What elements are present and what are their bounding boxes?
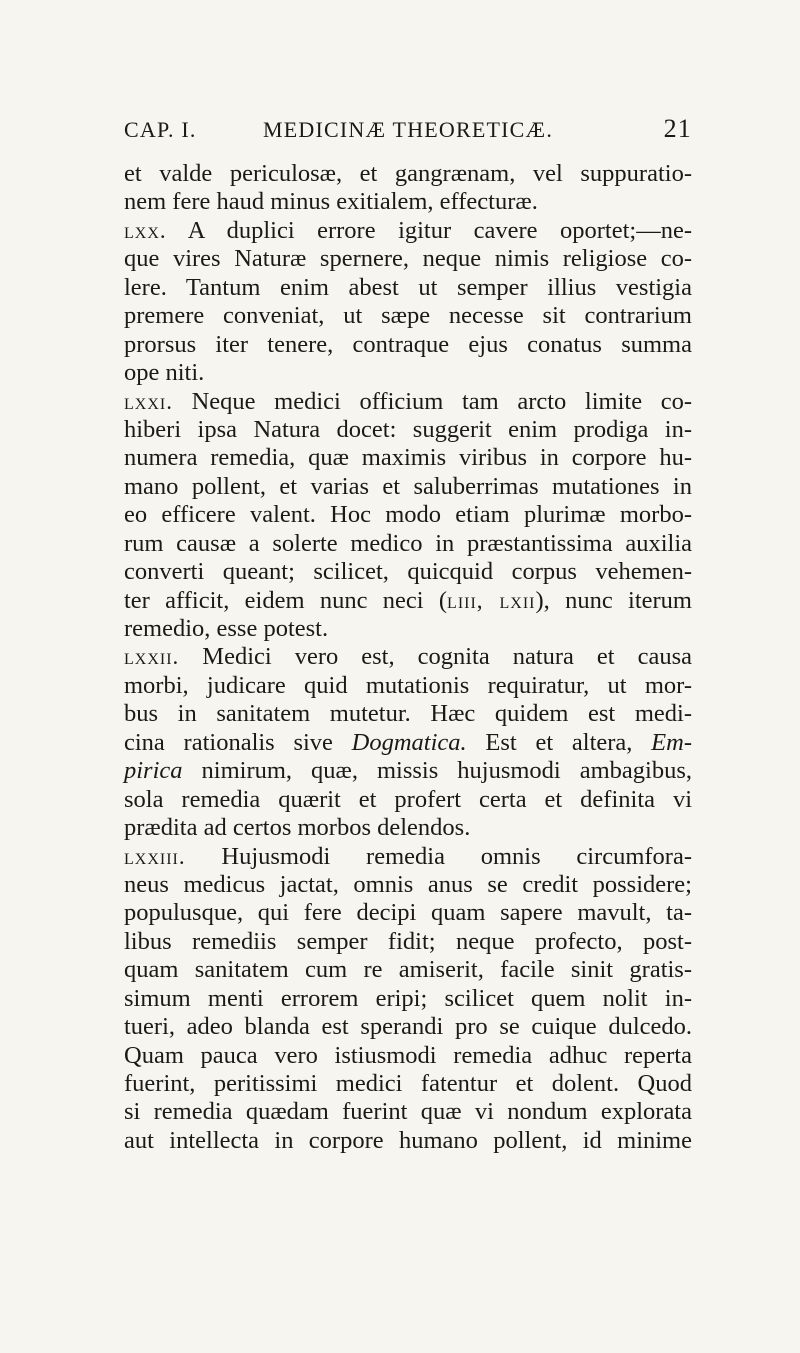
text-run: libus remediis semper fidit; neque profecto, post- <box>124 927 692 955</box>
section-number: liii, lxii <box>447 587 536 613</box>
text-line <box>124 757 692 785</box>
text-line <box>124 615 692 643</box>
text-run: prorsus iter tenere, contraque ejus conatus summa <box>124 330 692 358</box>
text-line <box>124 188 692 216</box>
text-line <box>124 274 692 302</box>
page-number: 21 <box>663 114 692 143</box>
text-run: aut intellecta in corpore humano pollent, id minime <box>124 1126 692 1154</box>
text-run: Neque medici officium tam arcto limite co- <box>172 387 692 415</box>
text-line <box>124 530 692 558</box>
text-line <box>124 871 692 899</box>
text-line <box>124 643 692 671</box>
text-run: remedio, esse potest. <box>124 615 329 642</box>
text-run: sola remedia quærit et profert certa et definita vi <box>124 785 692 813</box>
text-run: que vires Naturæ spernere, neque nimis religiose co- <box>124 245 692 273</box>
text-line <box>124 558 692 586</box>
text-run: premere conveniat, ut sæpe necesse sit contrarium <box>124 302 692 330</box>
text-run: si remedia quædam fuerint quæ vi nondum explorata <box>124 1098 692 1126</box>
text-run: ), nunc iterum <box>535 586 692 614</box>
chapter-label: CAP. I. <box>124 117 197 142</box>
section-number: lxxii. <box>124 644 180 670</box>
text-line <box>124 956 692 984</box>
text-run: mano pollent, et varias et saluberrimas mutationes in <box>124 472 692 500</box>
text-line <box>124 302 692 330</box>
text-run: ope niti. <box>124 359 205 387</box>
running-title: MEDICINÆ THEORETICÆ. <box>262 117 554 142</box>
text-line <box>124 843 692 871</box>
text-run: cina rationalis sive <box>124 728 352 756</box>
text-run: populusque, qui fere decipi quam sapere mavult, ta- <box>124 899 692 927</box>
text-line <box>124 672 692 700</box>
section-number: lxxi. <box>124 388 173 414</box>
text-line <box>124 729 692 757</box>
text-line <box>124 814 692 842</box>
text-run: nem fere haud minus exitialem, effecturæ. <box>124 188 538 216</box>
text-line <box>124 473 692 501</box>
text-run: hiberi ipsa Natura docet: suggerit enim prodiga in- <box>124 415 692 443</box>
text-run: prædita ad certos morbos delendos. <box>124 814 471 842</box>
text-line <box>124 1127 692 1155</box>
italic-term: Em- <box>651 728 692 756</box>
section-number: lxx. <box>124 217 167 243</box>
text-line <box>124 786 692 814</box>
italic-term: Dogmatica. <box>351 728 467 756</box>
text-line <box>124 331 692 359</box>
text-line <box>124 1070 692 1098</box>
text-run: neus medicus jactat, omnis anus se credit possidere; <box>124 870 692 898</box>
text-line <box>124 899 692 927</box>
text-run: morbi, judicare quid mutationis requiratur, ut mor- <box>124 671 692 699</box>
text-run: fuerint, peritissimi medici fatentur et dolent. Quod <box>124 1070 692 1097</box>
text-run: bus in sanitatem mutetur. Hæc quidem est medi- <box>124 700 692 728</box>
text-run: numera remedia, quæ maximis viribus in corpore hu- <box>124 444 692 472</box>
text-run: Quam pauca vero istiusmodi remedia adhuc reperta <box>124 1041 692 1069</box>
text-run: rum causæ a solerte medico in præstantissima auxilia <box>124 529 692 557</box>
text-line <box>124 1042 692 1070</box>
text-run: quam sanitatem cum re amiserit, facile sinit gratis- <box>124 956 692 984</box>
text-run: A duplici errore igitur cavere oportet;—ne- <box>166 216 692 244</box>
text-run: eo efficere valent. Hoc modo etiam plurimæ morbo- <box>124 501 692 529</box>
text-line <box>124 444 692 472</box>
text-run: et valde periculosæ, et gangrænam, vel suppuratio- <box>124 160 692 187</box>
text-line <box>124 359 692 387</box>
text-run: tueri, adeo blanda est sperandi pro se cuique dulcedo. <box>124 1013 692 1041</box>
section-number: lxxiii. <box>124 843 186 869</box>
text-line <box>124 700 692 728</box>
text-line <box>124 501 692 529</box>
text-line <box>124 416 692 444</box>
text-run: Medici vero est, cognita natura et causa <box>179 643 692 671</box>
text-line <box>124 217 692 245</box>
text-run: lere. Tantum enim abest ut semper illius vestigia <box>124 273 692 301</box>
text-line <box>124 1013 692 1041</box>
text-run: converti queant; scilicet, quicquid corpus vehemen- <box>124 558 692 586</box>
text-line <box>124 928 692 956</box>
text-line <box>124 388 692 416</box>
text-line <box>124 1098 692 1126</box>
text-run: simum menti errorem eripi; scilicet quem nolit in- <box>124 984 692 1012</box>
text-line <box>124 587 692 615</box>
text-run: nimirum, quæ, missis hujusmodi ambagibus, <box>182 757 692 785</box>
text-line <box>124 985 692 1013</box>
italic-term: pirica <box>124 757 183 785</box>
text-line <box>124 245 692 273</box>
text-run: Hujusmodi remedia omnis circumfora- <box>185 842 692 870</box>
running-head <box>124 114 692 147</box>
text-run: Est et altera, <box>466 728 652 756</box>
body-text <box>124 160 692 1155</box>
text-line <box>124 160 692 188</box>
text-run: ter afficit, eidem nunc neci ( <box>124 586 448 614</box>
